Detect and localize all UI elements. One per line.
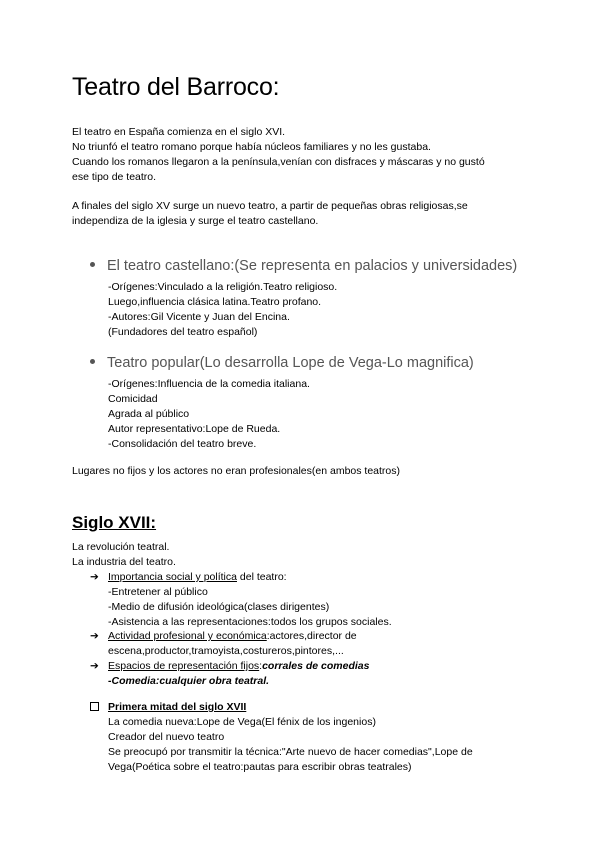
- checkbox-heading: Primera mitad del siglo XVII: [108, 701, 247, 713]
- arrow-line: -Comedia:cualquier obra teatral.: [108, 675, 270, 687]
- checkbox-line: Creador del nuevo teatro: [108, 731, 225, 743]
- bullet-line: Comicidad: [108, 393, 158, 405]
- bullet-heading-text: Teatro popular(Lo desarrolla Lope de Vega-Lo magnifica): [107, 355, 474, 371]
- lugares-paragraph: [72, 464, 400, 479]
- second-line: A finales del siglo XV surge un nuevo teatro, a partir de pequeñas obras religiosas,se: [72, 200, 468, 212]
- checkbox-line: La comedia nueva:Lope de Vega(El fénix de los ingenios): [108, 716, 376, 728]
- bold-term: corrales de comedias: [262, 660, 370, 672]
- section2-intro: [72, 540, 176, 570]
- bullet-dot-icon: [90, 262, 95, 267]
- second-line: independiza de la iglesia y surge el teatro castellano.: [72, 215, 319, 227]
- bullet-line: -Orígenes:Vinculado a la religión.Teatro religioso.: [108, 281, 338, 293]
- bullet-line: -Autores:Gil Vicente y Juan del Encina.: [108, 311, 290, 323]
- checkbox-line: Vega(Poética sobre el teatro:pautas para escribir obras teatrales): [108, 761, 412, 773]
- term-rest: :actores,director de: [266, 630, 357, 642]
- bullet-line: Luego,influencia clásica latina.Teatro profano.: [108, 296, 322, 308]
- arrow-line: -Entretener al público: [108, 586, 208, 598]
- underlined-term: Actividad profesional y económica: [108, 630, 267, 642]
- checkbox-icon: [90, 702, 99, 711]
- bullet-heading-popular: [90, 355, 474, 371]
- intro-line: Cuando los romanos llegaron a la península,venían con disfraces y máscaras y no gustó: [72, 156, 485, 168]
- section2-intro-line: La revolución teatral.: [72, 541, 170, 553]
- arrow-line: escena,productor,tramoyista,costureros,pintores,...: [108, 645, 344, 657]
- lugares-line: Lugares no fijos y los actores no eran profesionales(en ambos teatros): [72, 465, 401, 477]
- bullet-dot-icon: [90, 359, 95, 364]
- bullet-heading-castellano: [90, 258, 517, 274]
- bullet-line: Autor representativo:Lope de Rueda.: [108, 423, 281, 435]
- arrow-right-icon: ➔: [90, 630, 99, 642]
- bullet-line: Agrada al público: [108, 408, 190, 420]
- underlined-term: Espacios de representación fijos: [108, 660, 260, 672]
- arrow-right-icon: ➔: [90, 660, 99, 672]
- bullet-line: (Fundadores del teatro español): [108, 326, 258, 338]
- bullet-heading-text: El teatro castellano:(Se representa en palacios y universidades): [107, 258, 518, 274]
- checkbox-line: Se preocupó por transmitir la técnica:"Arte nuevo de hacer comedias",Lope de: [108, 746, 473, 758]
- arrow-line: -Medio de difusión ideológica(clases dirigentes): [108, 601, 330, 613]
- term-rest: del teatro:: [236, 571, 287, 583]
- page-title: Teatro del Barroco:: [72, 73, 280, 101]
- arrow-line: -Asistencia a las representaciones:todos los grupos sociales.: [108, 616, 392, 628]
- intro-paragraph: [72, 125, 485, 185]
- bullet-body-castellano: [108, 280, 337, 340]
- section-heading-siglo-xvii: Siglo XVII:: [72, 513, 157, 532]
- intro-line: El teatro en España comienza en el siglo XVI.: [72, 126, 286, 138]
- intro-line: No triunfó el teatro romano porque había núcleos familiares y no les gustaba.: [72, 141, 431, 153]
- underlined-term: Importancia social y política: [108, 571, 237, 583]
- second-paragraph: [72, 199, 468, 229]
- arrow-right-icon: ➔: [90, 571, 99, 583]
- bullet-line: -Consolidación del teatro breve.: [108, 438, 257, 450]
- intro-line: ese tipo de teatro.: [72, 171, 157, 183]
- bullet-body-popular: [108, 377, 310, 452]
- section2-intro-line: La industria del teatro.: [72, 556, 176, 568]
- bullet-line: -Orígenes:Influencia de la comedia italiana.: [108, 378, 310, 390]
- term-rest: :: [259, 660, 263, 672]
